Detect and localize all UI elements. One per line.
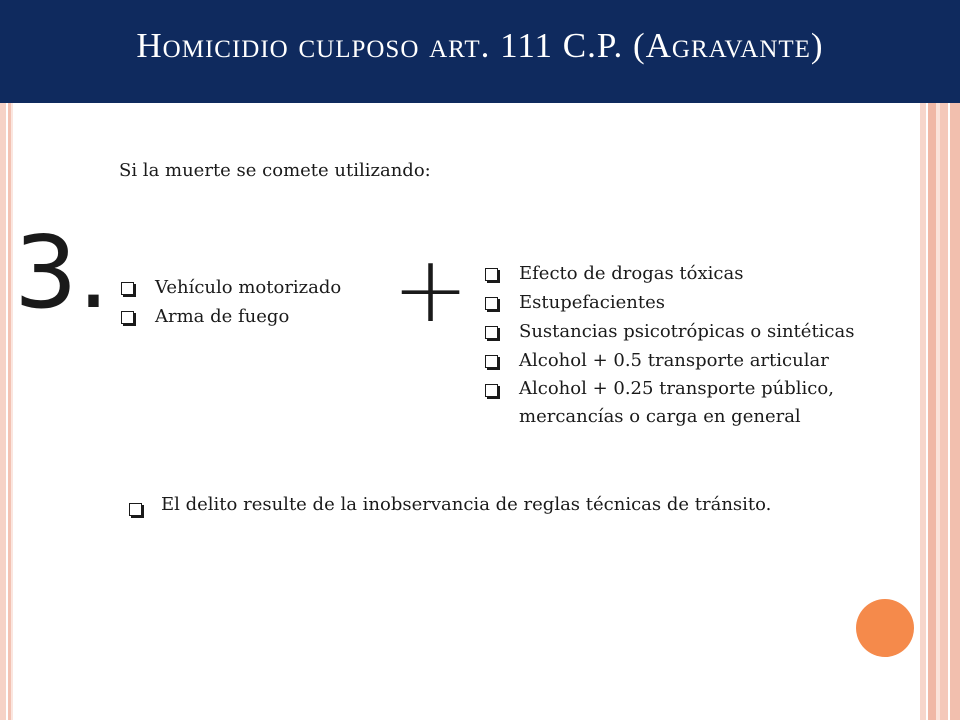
list-item-text: Alcohol + 0.5 transporte articular [519, 350, 829, 371]
checkbox-bullet-icon [121, 311, 134, 324]
list-item-text: Sustancias psicotrópicas o sintéticas [519, 321, 855, 342]
plus-sign: + [392, 236, 470, 343]
checkbox-bullet-icon [485, 355, 498, 368]
list-item [483, 259, 903, 288]
checkbox-bullet-icon [121, 282, 134, 295]
list-item [483, 346, 903, 375]
list-item-text: Vehículo motorizado [155, 277, 342, 298]
list-item [119, 302, 341, 331]
slide-title: Homicidio culposo art. 111 C.P. (Agravante) [136, 26, 824, 65]
conditions-list [483, 259, 903, 431]
bottom-condition-text: El delito resulte de la inobservancia de reglas técnicas de tránsito. [161, 494, 772, 515]
list-item-text: Alcohol + 0.25 transporte público, mercancías o carga en general [519, 378, 834, 427]
list-item [483, 288, 903, 317]
list-item [483, 317, 903, 346]
checkbox-bullet-icon [485, 297, 498, 310]
slide-frame-left [0, 0, 13, 720]
list-item-text: Arma de fuego [155, 306, 290, 327]
list-item-text: Efecto de drogas tóxicas [519, 263, 744, 284]
checkbox-bullet-icon [485, 326, 498, 339]
checkbox-bullet-icon [485, 268, 498, 281]
bottom-condition [127, 494, 771, 515]
means-list [119, 273, 341, 331]
title-bar [0, 0, 960, 103]
checkbox-bullet-icon [129, 503, 142, 516]
decorative-orange-dot [856, 599, 914, 657]
checkbox-bullet-icon [485, 384, 498, 397]
list-item [483, 375, 903, 431]
slide-frame-right [920, 0, 960, 720]
intro-text: Si la muerte se comete utilizando: [119, 160, 431, 181]
list-item-text: Estupefacientes [519, 292, 665, 313]
section-number: 3. [14, 214, 110, 331]
list-item [119, 273, 341, 302]
